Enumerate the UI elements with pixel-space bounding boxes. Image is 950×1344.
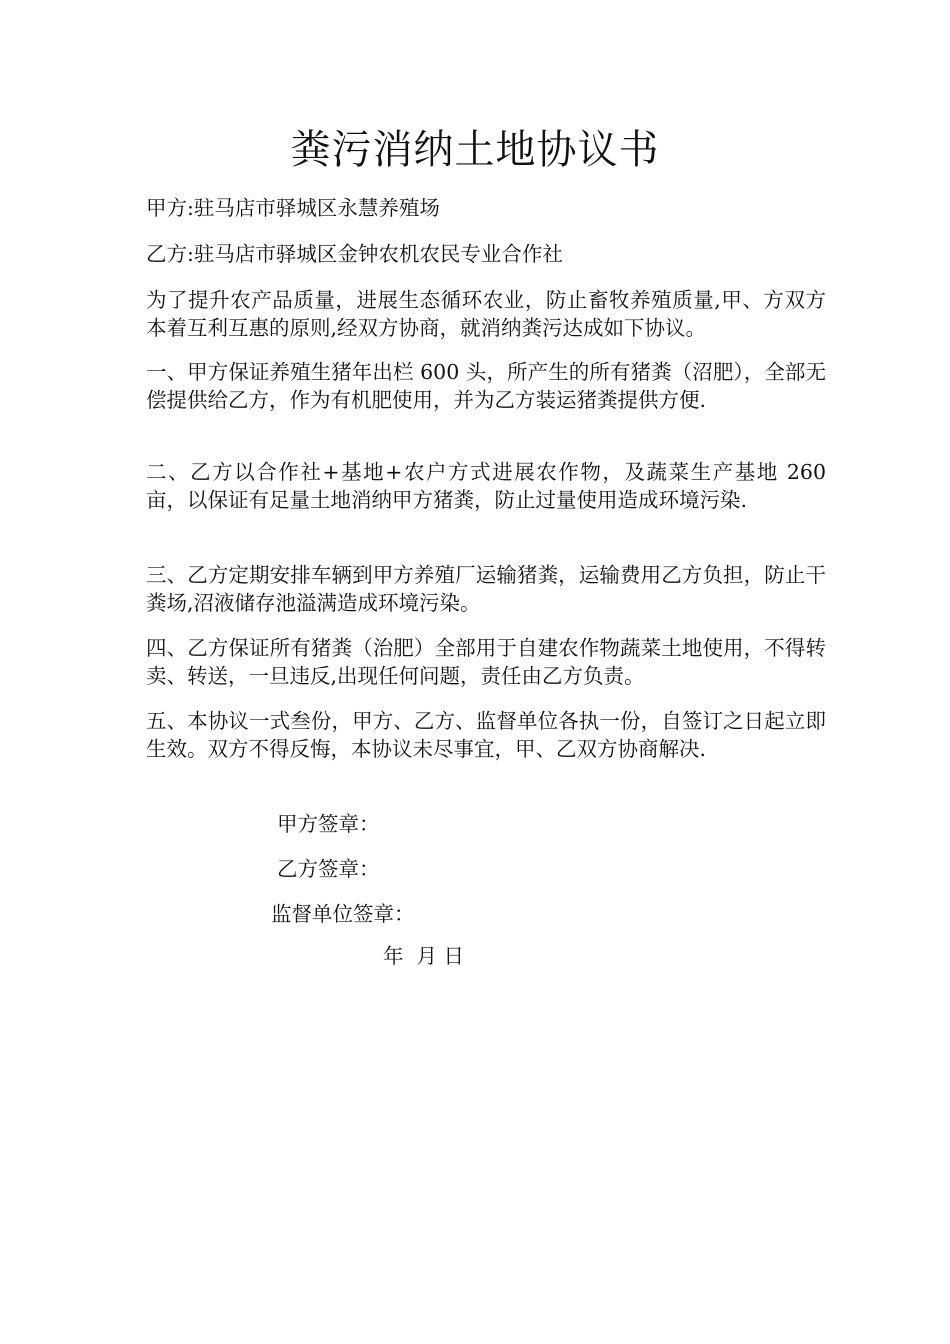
- signature-date: 年 月 日: [383, 944, 465, 968]
- clause-3: 三、乙方定期安排车辆到甲方养殖厂运输猪粪，运输费用乙方负担，防止干粪场,沼液储存池溢满造成环境污染。: [146, 563, 826, 615]
- intro-paragraph: 为了提升农产品质量，进展生态循环农业，防止畜牧养殖质量,甲、方双方本着互利互惠的原则,经双方协商，就消纳粪污达成如下协议。: [146, 288, 826, 340]
- document-title: 粪污消纳土地协议书: [290, 127, 660, 173]
- signature-party-b: 乙方签章：: [277, 857, 380, 881]
- signature-party-a: 甲方签章：: [277, 812, 380, 836]
- clause-4: 四、乙方保证所有猪粪（治肥）全部用于自建农作物蔬菜土地使用，不得转卖、转送，一旦违反,出现任何问题，责任由乙方负责。: [146, 636, 826, 688]
- party-b-line: 乙方:驻马店市驿城区金钟农机农民专业合作社: [146, 242, 563, 266]
- signature-supervisor: 监督单位签章：: [271, 902, 415, 926]
- clause-1: 一、甲方保证养殖生猪年出栏 600 头，所产生的所有猪粪（沼肥），全部无偿提供给乙方，作为有机肥使用，并为乙方装运猪粪提供方便.: [146, 360, 826, 412]
- party-a-line: 甲方:驻马店市驿城区永慧养殖场: [146, 196, 440, 220]
- clause-5: 五、本协议一式叁份，甲方、乙方、监督单位各执一份，自签订之日起立即生效。双方不得反悔，本协议未尽事宜，甲、乙双方协商解决.: [146, 709, 826, 761]
- clause-2: 二、乙方以合作社+基地+农户方式进展农作物，及蔬菜生产基地 260 亩，以保证有足量土地消纳甲方猪粪，防止过量使用造成环境污染.: [146, 460, 826, 512]
